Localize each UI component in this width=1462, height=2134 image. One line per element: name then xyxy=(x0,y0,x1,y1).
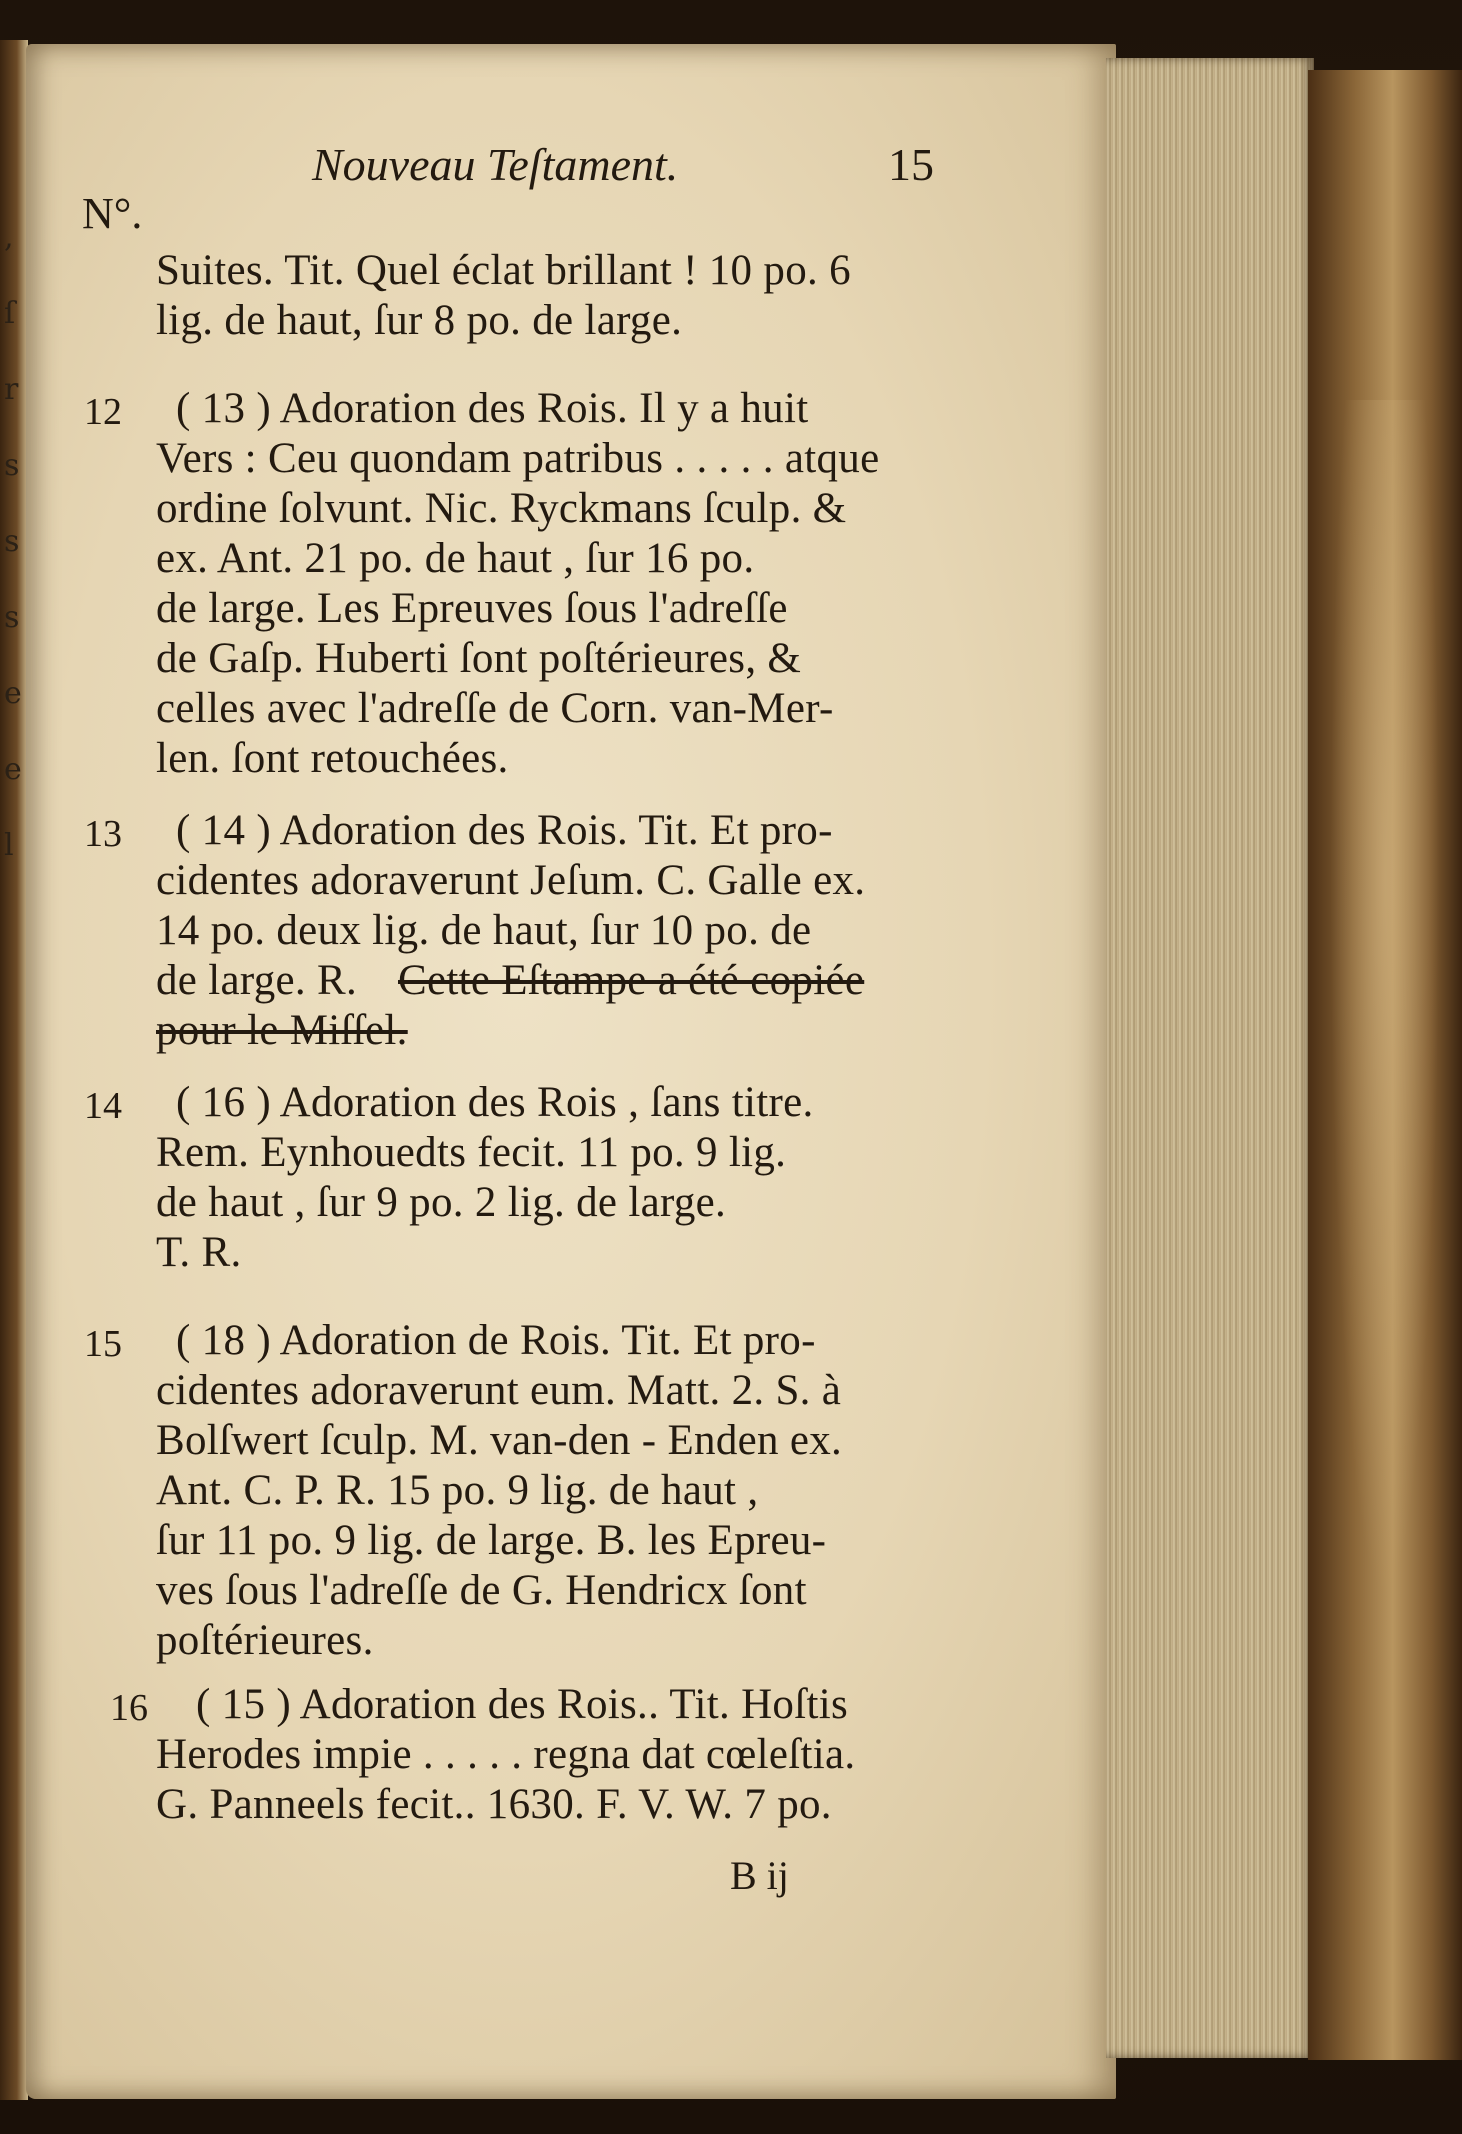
entry-number: 15 xyxy=(84,1323,122,1365)
entry-line: ordine ſolvunt. Nic. Ryckmans ſculp. & xyxy=(156,485,847,532)
entry-number: 14 xyxy=(84,1085,122,1127)
entry-line: G. Panneels fecit.. 1630. F. V. W. 7 po. xyxy=(156,1781,832,1828)
fragment: r xyxy=(4,372,19,407)
entry-line: Rem. Eynhouedts fecit. 11 po. 9 lig. xyxy=(156,1129,787,1176)
fragment: s xyxy=(4,524,20,559)
entry-line: Vers : Ceu quondam patribus . . . . . atque xyxy=(156,435,880,482)
entry-line: ſur 11 po. 9 lig. de large. B. les Epreu- xyxy=(156,1517,827,1564)
left-margin-fragments xyxy=(4,200,24,884)
entry-line: len. ſont retouchées. xyxy=(156,735,509,782)
struck-text: pour le Miſſel. xyxy=(156,1007,408,1054)
entry-line: ( 14 ) Adoration des Rois. Tit. Et pro- xyxy=(176,807,833,854)
fragment: s xyxy=(4,600,20,635)
entry-line: cidentes adoraverunt eum. Matt. 2. S. à xyxy=(156,1367,842,1414)
entry-line: ( 15 ) Adoration des Rois.. Tit. Hoſtis xyxy=(196,1681,848,1728)
entry-line: Herodes impie . . . . . regna dat cœleſtia. xyxy=(156,1731,856,1778)
running-title: Nouveau Teſtament. xyxy=(312,139,679,190)
entry-line: poſtérieures. xyxy=(156,1617,374,1664)
fragment: e xyxy=(4,676,22,711)
entry-line: Bolſwert ſculp. M. van-den - Enden ex. xyxy=(156,1417,843,1464)
struck-text: Cette Eſtampe a été copiée xyxy=(398,957,865,1004)
entry-number: 12 xyxy=(84,391,122,433)
entry-line: de large. R. xyxy=(156,957,358,1004)
entry-line: 14 po. deux lig. de haut, ſur 10 po. de xyxy=(156,907,812,954)
fragment: l xyxy=(4,828,14,863)
page-number: 15 xyxy=(888,139,934,190)
entry-line: Ant. C. P. R. 15 po. 9 lig. de haut , xyxy=(156,1467,759,1514)
entry-number: 16 xyxy=(110,1687,148,1729)
entry-line: celles avec l'adreſſe de Corn. van-Mer- xyxy=(156,685,834,732)
entry-line: T. R. xyxy=(156,1229,242,1276)
entry-line: de haut , ſur 9 po. 2 lig. de large. xyxy=(156,1179,727,1226)
entry-line: de Gaſp. Huberti ſont poſtérieures, & xyxy=(156,635,802,682)
entry-line: lig. de haut, ſur 8 po. de large. xyxy=(156,297,683,344)
entry-line: ex. Ant. 21 po. de haut , ſur 16 po. xyxy=(156,535,755,582)
entry-line: cidentes adoraverunt Jeſum. C. Galle ex. xyxy=(156,857,866,904)
entry-line: Suites. Tit. Quel éclat brillant ! 10 po. 6 xyxy=(156,247,851,294)
fragment: e xyxy=(4,752,22,787)
fragment: s xyxy=(4,448,20,483)
cover-stain xyxy=(1330,400,1440,1600)
entry-line: ( 13 ) Adoration des Rois. Il y a huit xyxy=(176,385,809,432)
entry-line: ( 16 ) Adoration des Rois , ſans titre. xyxy=(176,1079,814,1126)
entry-line: ( 18 ) Adoration de Rois. Tit. Et pro- xyxy=(176,1317,816,1364)
entry-number: 13 xyxy=(84,813,122,855)
signature-mark: B ij xyxy=(730,1853,789,1898)
fragment: ſ xyxy=(4,296,16,331)
fragment: , xyxy=(4,220,14,255)
column-label: N°. xyxy=(82,189,143,238)
page-block-edges xyxy=(1106,58,1314,2058)
entry-line: ves ſous l'adreſſe de G. Hendricx ſont xyxy=(156,1567,807,1614)
entry-line: de large. Les Epreuves ſous l'adreſſe xyxy=(156,585,788,632)
